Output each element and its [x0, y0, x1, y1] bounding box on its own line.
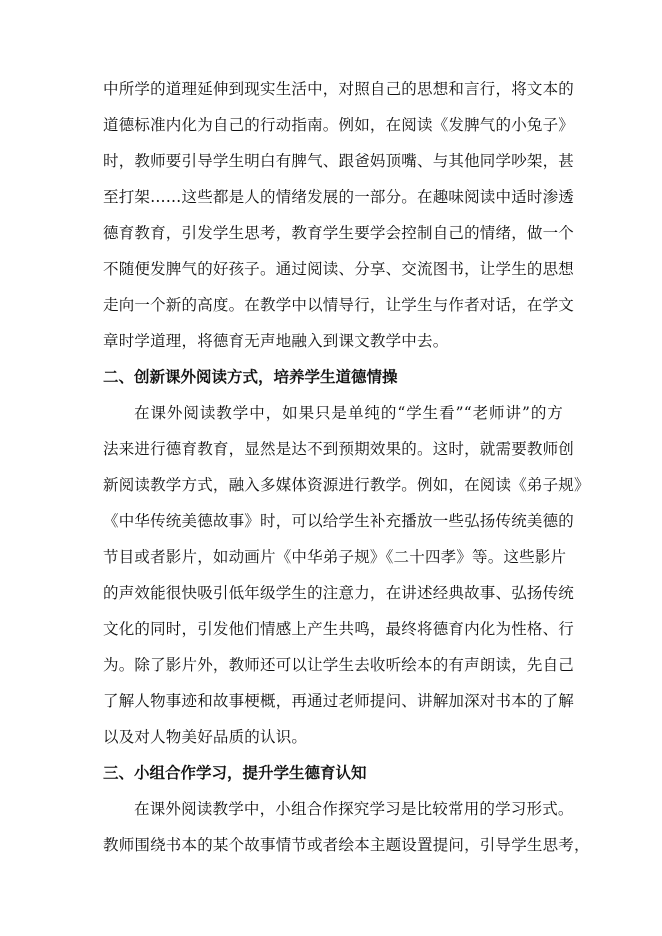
paragraph-line: 德育教育，引发学生思考，教育学生要学会控制自己的情绪，做一个: [103, 224, 575, 242]
paragraph-1: [103, 79, 575, 351]
document-page: [103, 79, 590, 871]
section-heading-2: 二、创新课外阅读方式，培养学生道德情操: [103, 368, 398, 386]
paragraph-line: 至打架……这些都是人的情绪发展的一部分。在趣味阅读中适时渗透: [103, 188, 575, 206]
paragraph-line: 不随便发脾气的好孩子。通过阅读、分享、交流图书，让学生的思想: [103, 260, 575, 278]
section-heading-3: 三、小组合作学习，提升学生德育认知: [103, 764, 367, 782]
paragraph-line: 新阅读教学方式，融入多媒体资源进行教学。例如，在阅读《弟子规》: [103, 476, 590, 494]
paragraph-line: 在课外阅读教学中，如果只是单纯的“学生看”“老师讲”的方: [134, 404, 563, 422]
paragraph-line: 节目或者影片，如动画片《中华弟子规》《二十四孝》等。这些影片: [103, 548, 567, 566]
paragraph-3: [103, 799, 590, 855]
paragraph-line: 《中华传统美德故事》时，可以给学生补充播放一些弘扬传统美德的: [103, 512, 575, 530]
paragraph-line: 了解人物事迹和故事梗概，再通过老师提问、讲解加深对书本的了解: [103, 692, 575, 710]
paragraph-line: 时，教师要引导学生明白有脾气、跟爸妈顶嘴、与其他同学吵架，甚: [103, 152, 575, 170]
paragraph-line: 为。除了影片外，教师还可以让学生去收听绘本的有声朗读，先自己: [103, 656, 575, 674]
paragraph-line: 在课外阅读教学中，小组合作探究学习是比较常用的学习形式。: [134, 800, 574, 818]
paragraph-line: 的声效能很快吸引低年级学生的注意力，在讲述经典故事、弘扬传统: [103, 584, 575, 602]
paragraph-line: 走向一个新的高度。在教学中以情导行，让学生与作者对话，在学文: [103, 296, 575, 314]
paragraph-line: 章时学道理，将德育无声地融入到课文教学中去。: [103, 332, 449, 350]
paragraph-2: [103, 403, 590, 747]
paragraph-line: 中所学的道理延伸到现实生活中，对照自己的思想和言行，将文本的: [103, 80, 575, 98]
paragraph-line: 文化的同时，引发他们情感上产生共鸣，最终将德育内化为性格、行: [103, 620, 575, 638]
paragraph-line: 法来进行德育教育，显然是达不到预期效果的。这时，就需要教师创: [103, 440, 575, 458]
paragraph-line: 以及对人物美好品质的认识。: [103, 728, 308, 746]
paragraph-line: 道德标准内化为自己的行动指南。例如，在阅读《发脾气的小兔子》: [103, 116, 575, 134]
paragraph-line: 教师围绕书本的某个故事情节或者绘本主题设置提问，引导学生思考，: [103, 836, 590, 854]
